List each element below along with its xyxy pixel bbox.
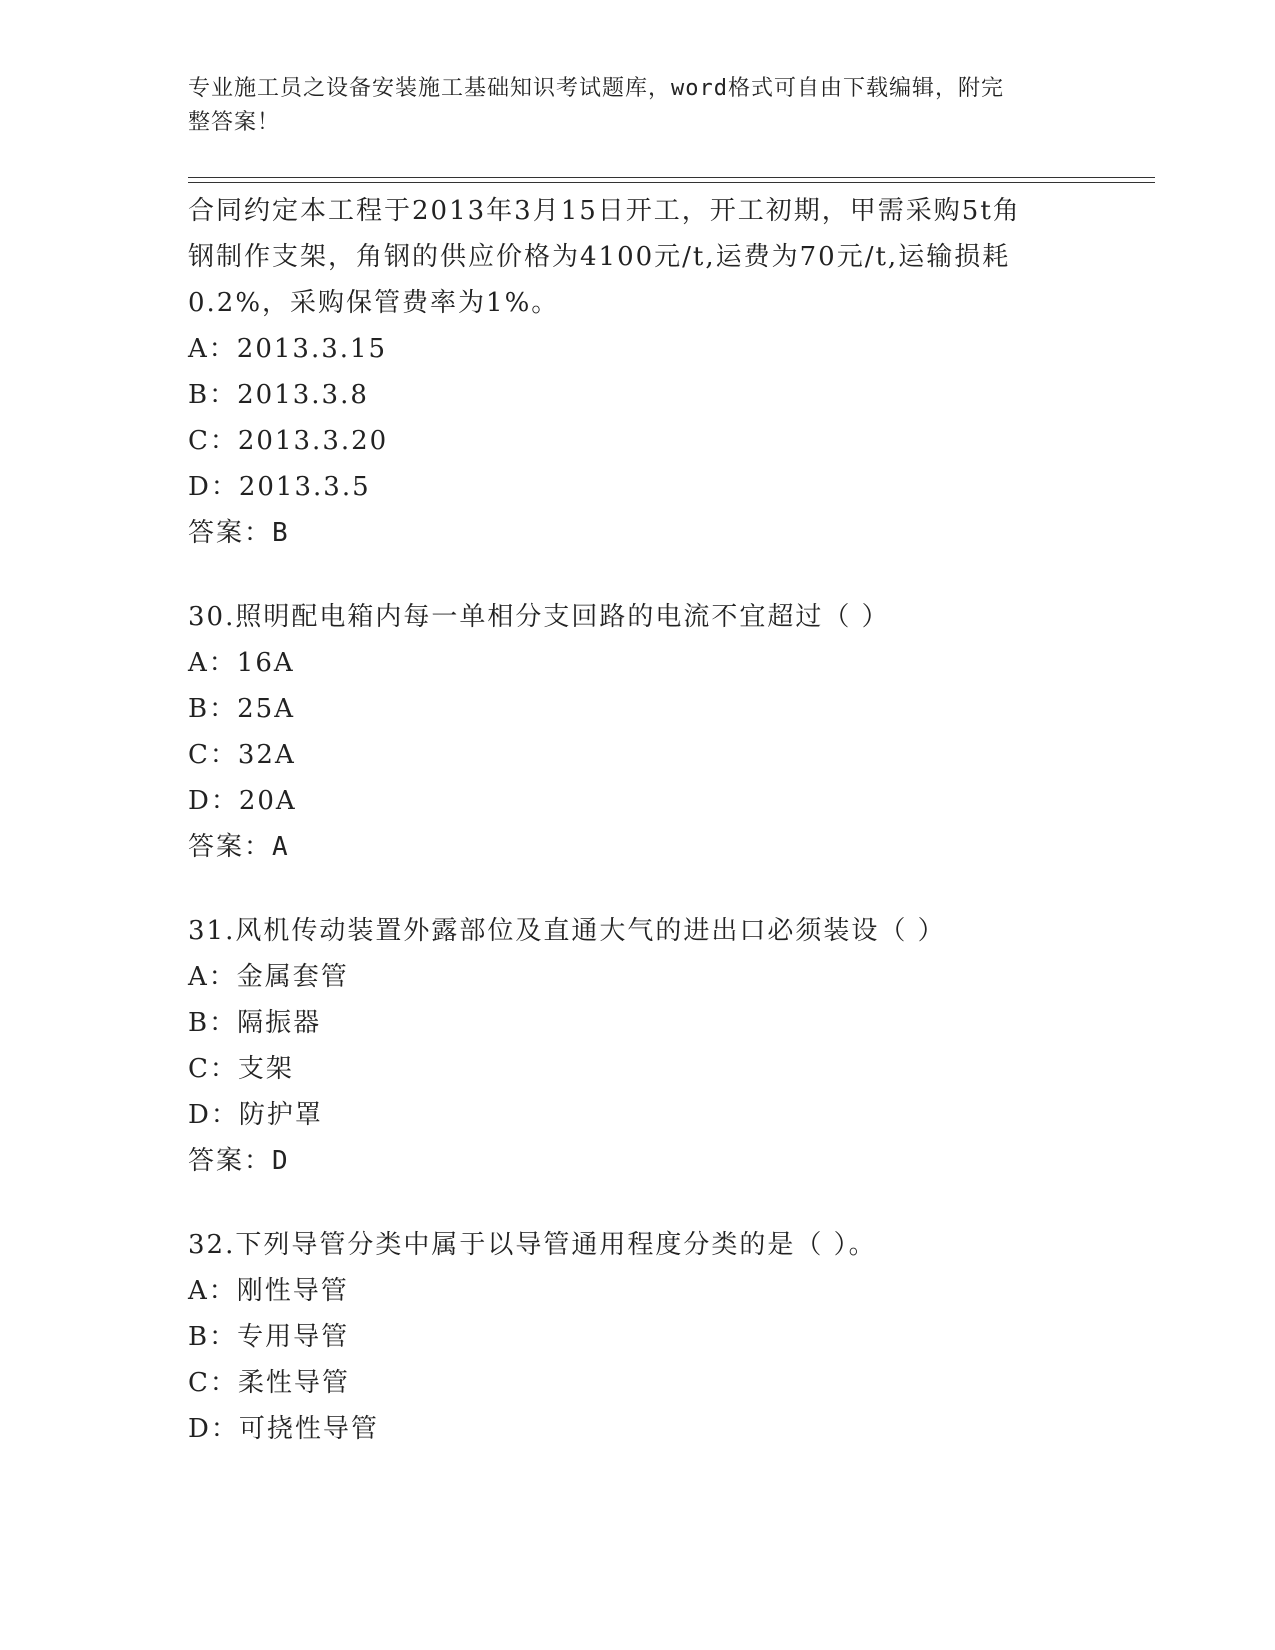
question-text: 32.下列导管分类中属于以导管通用程度分类的是（ ）。 (188, 1230, 877, 1260)
option-b: B：2013.3.8 (188, 380, 369, 410)
answer-line: 答案：A (188, 832, 290, 862)
option-a: A：2013.3.15 (188, 334, 388, 364)
answer-line: 答案：B (188, 518, 290, 548)
header-title-line-2: 整答案！ (188, 110, 281, 135)
question-block (188, 908, 1088, 1184)
header-divider-bottom (188, 182, 1155, 183)
option-d: D：可挠性导管 (188, 1414, 379, 1444)
option-b: B：专用导管 (188, 1322, 350, 1352)
option-c: C：32A (188, 740, 296, 770)
question-block (188, 1222, 1088, 1452)
question-text: 0.2%，采购保管费率为1%。 (188, 288, 560, 318)
question-text: 合同约定本工程于2013年3月15日开工，开工初期，甲需采购5t角 (188, 196, 1021, 226)
option-d: D：防护罩 (188, 1100, 323, 1130)
question-text: 31.风机传动装置外露部位及直通大气的进出口必须装设（ ） (188, 916, 946, 946)
option-c: C：2013.3.20 (188, 426, 389, 456)
option-b: B：25A (188, 694, 295, 724)
header-divider-top (188, 177, 1155, 178)
option-d: D：20A (188, 786, 297, 816)
document-header (188, 72, 1068, 140)
spacer (188, 556, 1088, 594)
header-title-line-1: 专业施工员之设备安装施工基础知识考试题库，word格式可自由下载编辑，附完 (188, 76, 1004, 101)
option-a: A：刚性导管 (188, 1276, 349, 1306)
option-d: D：2013.3.5 (188, 472, 371, 502)
question-text: 钢制作支架，角钢的供应价格为4100元/t,运费为70元/t,运输损耗 (188, 242, 1011, 272)
question-block (188, 594, 1088, 870)
option-c: C：支架 (188, 1054, 294, 1084)
answer-line: 答案：D (188, 1146, 290, 1176)
spacer (188, 1184, 1088, 1222)
option-c: C：柔性导管 (188, 1368, 350, 1398)
option-a: A：金属套管 (188, 962, 349, 992)
spacer (188, 870, 1088, 908)
option-b: B：隔振器 (188, 1008, 322, 1038)
question-text: 30.照明配电箱内每一单相分支回路的电流不宜超过（ ） (188, 602, 890, 632)
question-list (188, 188, 1088, 1452)
question-block (188, 188, 1088, 556)
option-a: A：16A (188, 648, 295, 678)
